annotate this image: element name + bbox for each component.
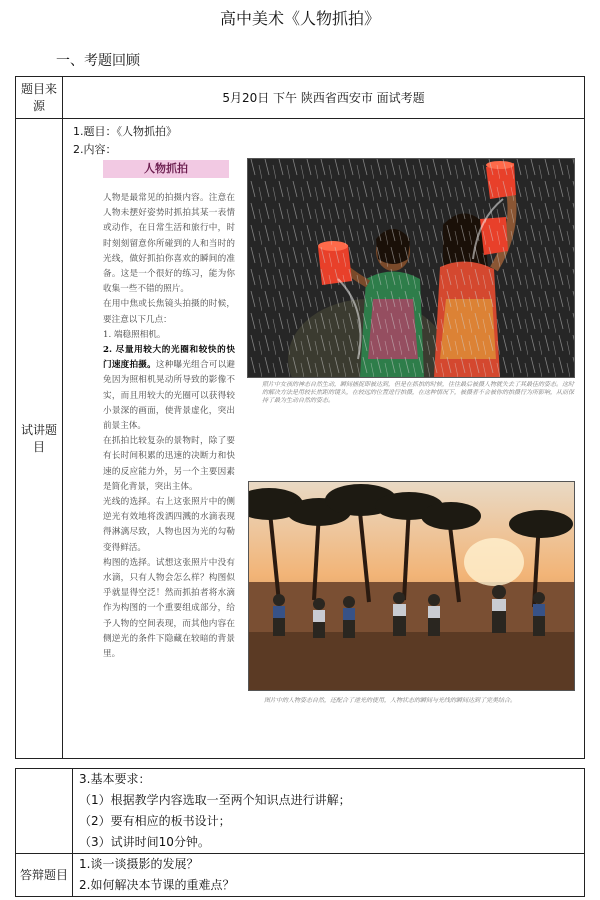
trial-label: 试讲题目	[20, 422, 57, 454]
book-p5: 在抓拍比较复杂的景物时，除了要有长时间积累的迅速的决断力和快速的反应能力外，另一个主要因素是简化背景，突出主体。	[103, 436, 235, 492]
book-p6: 光线的选择。右上这张照片中的侧逆光有效地将泼洒四溅的水滴表现得淋漓尽致，人物也因为光的勾勒变得鲜活。	[103, 497, 235, 553]
book-p3: 1. 端稳照相机。	[103, 329, 166, 340]
photo-2-caption: 图片中的人物姿态自然，还配合了逆光的使用，人物状态的瞬间与光线的瞬间达到了完美结合。	[264, 697, 517, 704]
defense-item: 1.谈一谈摄影的发展？	[79, 857, 199, 871]
requirements-table	[15, 768, 585, 897]
defense-label-cell	[16, 854, 73, 897]
source-value-cell	[63, 77, 585, 119]
document-title: 高中美术《人物抓拍》	[219, 9, 380, 28]
section-heading: 一、考题回顾	[56, 53, 140, 69]
book-p7: 构图的选择。试想这张照片中没有水滴，只有人物会怎么样？构图似乎就显得空泛！然而抓拍者将水滴作为构图的一个重要组成部分，给予人物的空间表现，而其他内容在侧逆光的条件下隐藏在较暗的背景里。	[103, 557, 235, 660]
book-heading: 人物抓拍	[103, 160, 229, 178]
question-2: 2.内容：	[73, 143, 117, 156]
book-text	[103, 191, 235, 721]
requirements-cell	[73, 769, 585, 854]
question-1: 1.题目：《人物抓拍》	[73, 125, 177, 138]
trial-label-cell	[16, 119, 63, 759]
photo-1-caption: 照片中女孩的神态自然生动，瞬间捕捉即被达到，但是在抓拍的时候，往往最后被摄人物就失去了其最佳的姿态。这时的解决方法是用较长焦距的镜头，在较远的位置进行拍摄，在这种情况下，被摄者不会被你的拍摄行为所影响，从而保持了最为生动自然的姿态。	[262, 381, 575, 404]
photo-girls-splashing-water	[247, 158, 575, 378]
book-p4: 这种曝光组合可以避免因为照相机晃动所导致的影像不实，而且用较大的光圈可以获得较小景深的画面，使背景虚化，突出前景主体。	[103, 360, 235, 432]
source-label: 题目来源	[20, 81, 57, 113]
photo-children-playing-palms-image	[249, 482, 574, 690]
book-p2: 在用中焦或长焦镜头拍摄的时候，要注意以下几点：	[103, 299, 235, 325]
source-value: 5月20日 下午 陕西省西安市 面试考题	[222, 91, 425, 105]
requirements-label-cell	[16, 769, 73, 854]
defense-cell	[73, 854, 585, 897]
book-p4-bold: 2. 尽量用较大的光圈和较快的快门速度拍摄。	[103, 345, 235, 371]
requirement-item: （1）根据教学内容选取一至两个知识点进行讲解；	[79, 793, 351, 807]
defense-label: 答辩题目	[19, 867, 68, 882]
photo-children-playing-palms	[248, 481, 575, 691]
requirement-item: （3）试讲时间10分钟。	[79, 835, 210, 849]
requirements-title: 3.基本要求：	[79, 772, 151, 786]
photo-girls-splashing-water-image	[248, 159, 574, 377]
book-p1: 人物是最常见的拍摄内容。注意在人物未摆好姿势时抓拍其某一表情或动作，在日常生活和旅行中，时时刻刻留意你所碰到的人和当时的光线，做好抓拍你喜欢的瞬间的准备。这是一个很好的练习，能为你收集一些不错的照片。	[103, 193, 235, 295]
requirement-item: （2）要有相应的板书设计；	[79, 814, 231, 828]
source-label-cell	[16, 77, 63, 119]
defense-item: 2.如何解决本节课的重难点？	[79, 878, 235, 892]
